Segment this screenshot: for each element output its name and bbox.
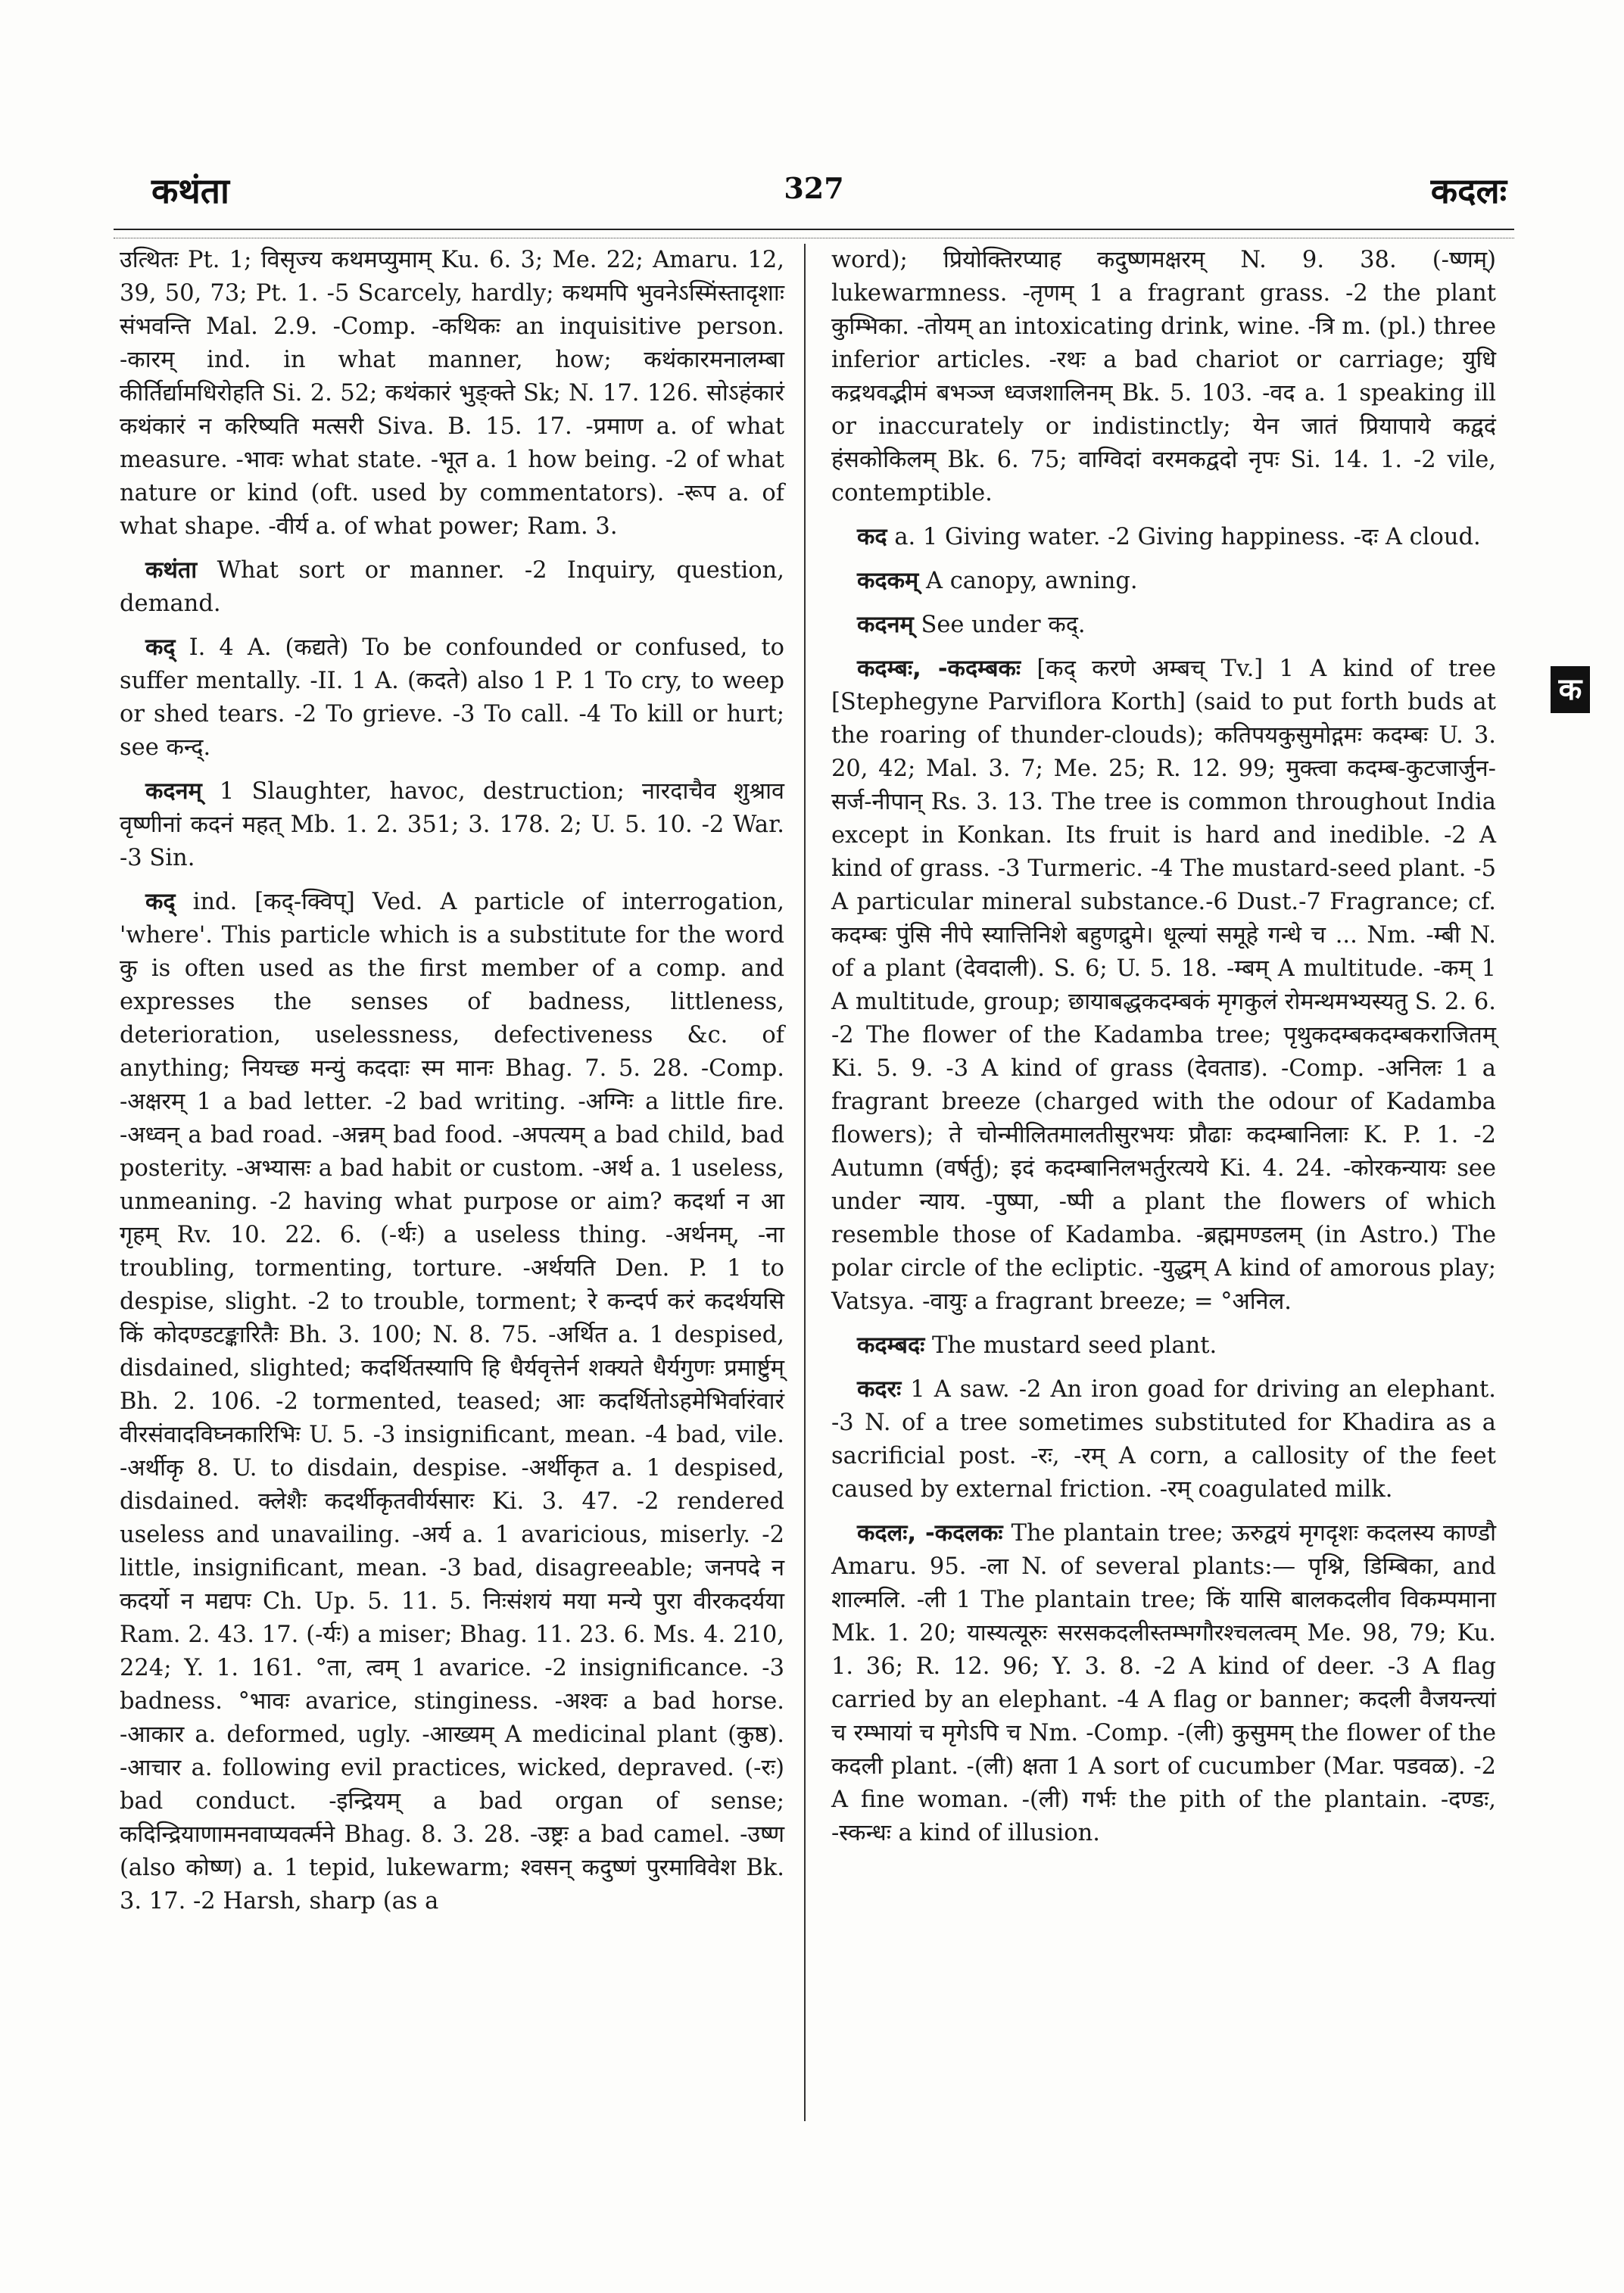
entry-text: See under कद्. bbox=[913, 612, 1086, 638]
thumb-index-tab: क bbox=[1551, 666, 1590, 713]
dictionary-entry bbox=[831, 1517, 1496, 1850]
entry-text: I. 4 A. (कद्यते) To be confounded or confused, to suffer mentally. -II. 1 A. (कदते) also 1 P. 1 To cry, to weep or shed tears. -2 To grieve. -3 To call. -4 To kill or hurt; see कन्द्. bbox=[120, 634, 784, 761]
entry-text: A canopy, awning. bbox=[918, 568, 1138, 594]
entry-text: उत्थितः Pt. 1; विसृज्य कथमप्युमाम् Ku. 6. 3; Me. 22; Amaru. 12, 39, 50, 73; Pt. 1. -5 Scarcely, hardly; कथमपि भुवनेऽस्मिंस्तादृशाः संभवन्ति Mal. 2.9. -Comp. -कथिकः an inquisitive person. -कारम् ind. in what manner, how; कथंकारमनालम्बा कीर्तिर्द्यामधिरोहति Si. 2. 52; कथंकारं भुङ्क्ते Sk; N. 17. 126. सोऽहंकारं कथंकारं न करिष्यति मत्सरी Siva. B. 15. 17. -प्रमाण a. of what measure. -भावः what state. -भूत a. 1 how being. -2 of what nature or kind (oft. used by commentators). -रूप a. of what shape. -वीर्य a. of what power; Ram. 3. bbox=[120, 247, 784, 540]
dictionary-entry bbox=[831, 1373, 1496, 1506]
entry-text: 1 Slaughter, havoc, destruction; नारदाचैव शुश्राव वृष्णीनां कदनं महत् Mb. 1. 2. 351; 3. 178. 2; U. 5. 10. -2 War. -3 Sin. bbox=[120, 778, 784, 871]
dictionary-entry bbox=[831, 244, 1496, 510]
entry-text: 1 A saw. -2 An iron goad for driving an elephant. -3 N. of a tree sometimes substituted for Khadira as a sacrificial post. -रः, -रम् A corn, a callosity of the feet caused by external friction. -रम् coagulated milk. bbox=[831, 1376, 1496, 1503]
right-column bbox=[831, 244, 1496, 1861]
page-number: 327 bbox=[784, 171, 844, 205]
entry-headword: कदम्बः, -कदम्बकः bbox=[857, 656, 1021, 682]
header-rule bbox=[114, 229, 1514, 238]
entry-text: What sort or manner. -2 Inquiry, question, demand. bbox=[120, 557, 784, 617]
page-header bbox=[114, 167, 1514, 235]
entry-text: The mustard seed plant. bbox=[924, 1332, 1217, 1359]
dictionary-entry bbox=[120, 554, 784, 621]
entry-headword: कदलः, -कदलकः bbox=[857, 1520, 1003, 1547]
dictionary-entry bbox=[120, 244, 784, 544]
entry-text: a. 1 Giving water. -2 Giving happiness. -दः A cloud. bbox=[887, 524, 1481, 550]
entry-headword: कद् bbox=[145, 634, 176, 661]
entry-headword: कदनम् bbox=[145, 778, 202, 805]
right-running-headword: कदलः bbox=[1430, 170, 1507, 211]
entry-text: ind. [कद्-क्विप्] Ved. A particle of interrogation, 'where'. This particle which is a substitute for the word कु is often used as the first member of a comp. and expresses the senses of badness, littleness, deterioration, uselessness, defectiveness &c. of anything; नियच्छ मन्युं कददाः स्म मानः Bhag. 7. 5. 28. -Comp. -अक्षरम् 1 a bad letter. -2 bad writing. -अग्निः a little fire. -अध्वन् a bad road. -अन्नम् bad food. -अपत्यम् a bad child, bad posterity. -अभ्यासः a bad habit or custom. -अर्थ a. 1 useless, unmeaning. -2 having what purpose or aim? कदर्था न आ गृहम् Rv. 10. 22. 6. (-र्थः) a useless thing. -अर्थनम्, -ना troubling, tormenting, torture. -अर्थयति Den. P. 1 to despise, slight. -2 to trouble, torment; रे कन्दर्प करं कदर्थयसि किं कोदण्डटङ्कारितैः Bh. 3. 100; N. 8. 75. -अर्थित a. 1 despised, disdained, slighted; कदर्थितस्यापि हि धैर्यवृत्तेर्न शक्यते धैर्यगुणः प्रमार्ष्टुम् Bh. 2. 106. -2 tormented, teased; आः कदर्थितोऽहमेभिर्वारंवारं वीरसंवादविघ्नकारिभिः U. 5. -3 insignificant, mean. -4 bad, vile. -अर्थीकृ 8. U. to disdain, despise. -अर्थीकृत a. 1 despised, disdained. क्लेशैः कदर्थीकृतवीर्यसारः Ki. 3. 47. -2 rendered useless and unavailing. -अर्य a. 1 avaricious, miserly. -2 little, insignificant, mean. -3 bad, disagreeable; जनपदे न कदर्यो न मद्यपः Ch. Up. 5. 11. 5. निःसंशयं मया मन्ये पुरा वीरकदर्यया Ram. 2. 43. 17. (-र्यः) a miser; Bhag. 11. 23. 6. Ms. 4. 210, 224; Y. 1. 161. °ता, त्वम् 1 avarice. -2 insignificance. -3 badness. °भावः avarice, stinginess. -अश्वः a bad horse. -आकार a. deformed, ugly. -आख्यम् A medicinal plant (कुष्ठ). -आचार a. following evil practices, wicked, depraved. (-रः) bad conduct. -इन्द्रियम् a bad organ of sense; कदिन्द्रियाणामनवाप्यवर्त्मने Bhag. 8. 3. 28. -उष्ट्रः a bad camel. -उष्ण (also कोष्ण) a. 1 tepid, lukewarm; श्वसन् कदुष्णं पुरमाविवेश Bk. 3. 17. -2 Harsh, sharp (as a bbox=[120, 889, 784, 1914]
entry-headword: कदम्बदः bbox=[857, 1332, 925, 1359]
dictionary-entry bbox=[831, 609, 1496, 642]
dictionary-entry bbox=[120, 631, 784, 765]
entry-headword: कद् bbox=[145, 889, 176, 915]
entry-text: The plantain tree; ऊरुद्वयं मृगदृशः कदलस्य काण्डौ Amaru. 95. -ला N. of several plants:— पृश्नि, डिम्बिका, and शाल्मलि. -ली 1 The plantain tree; किं यासि बालकदलीव विकम्पमाना Mk. 1. 20; यास्यत्यूरुः सरसकदलीस्तम्भगौरश्चलत्वम् Me. 98, 79; Ku. 1. 36; R. 12. 96; Y. 3. 8. -2 A kind of deer. -3 A flag carried by an elephant. -4 A flag or banner; कदली वैजयन्त्यां च रम्भायां च मृगेऽपि च Nm. -Comp. -(ली) कुसुमम् the flower of the कदली plant. -(ली) क्षता 1 A sort of cucumber (Mar. पडवळ). -2 A fine woman. -(ली) गर्भः the pith of the plantain. -दण्डः, -स्कन्धः a kind of illusion. bbox=[831, 1520, 1496, 1846]
entry-headword: कदकम् bbox=[857, 568, 919, 594]
entry-headword: कदनम् bbox=[857, 612, 914, 638]
dictionary-entry bbox=[120, 775, 784, 875]
entry-headword: कदरः bbox=[857, 1376, 902, 1403]
column-divider bbox=[804, 244, 806, 2121]
dictionary-entry bbox=[831, 653, 1496, 1319]
left-column bbox=[120, 244, 784, 1929]
entry-headword: कथंता bbox=[145, 557, 198, 584]
entry-text: word); प्रियोक्तिरप्याह कदुष्णमक्षरम् N. 9. 38. (-ष्णम्) lukewarmness. -तृणम् 1 a fragrant grass. -2 the plant कुम्भिका. -तोयम् an intoxicating drink, wine. -त्रि m. (pl.) three inferior articles. -रथः a bad chariot or carriage; युधि कद्रथवद्भीमं बभञ्ज ध्वजशालिनम् Bk. 5. 103. -वद a. 1 speaking ill or inaccurately or indistinctly; येन जातं प्रियापाये कद्वदं हंसकोकिलम् Bk. 6. 75; वाग्विदां वरमकद्वदो नृपः Si. 14. 1. -2 vile, contemptible. bbox=[831, 247, 1496, 506]
dictionary-entry bbox=[831, 521, 1496, 554]
dictionary-entry bbox=[831, 1329, 1496, 1363]
left-running-headword: कथंता bbox=[151, 170, 229, 211]
dictionary-entry bbox=[120, 886, 784, 1918]
entry-headword: कद bbox=[857, 524, 887, 550]
dictionary-entry bbox=[831, 565, 1496, 598]
entry-text: [कद् करणे अम्बच् Tv.] 1 A kind of tree [Stephegyne Parviflora Korth] (said to put forth buds at the roaring of thunder-clouds); कतिपयकुसुमोद्गमः कदम्बः U. 3. 20, 42; Mal. 3. 7; Me. 25; R. 12. 99; मुक्त्वा कदम्ब-कुटजार्जुन-सर्ज-नीपान् Rs. 3. 13. The tree is common throughout India except in Konkan. Its fruit is hard and inedible. -2 A kind of grass. -3 Turmeric. -4 The mustard-seed plant. -5 A particular mineral substance.-6 Dust.-7 Fragrance; cf. कदम्बः पुंसि नीपे स्यात्तिनिशे बहुणद्रुमे। धूल्यां समूहे गन्धे च ... Nm. -म्बी N. of a plant (देवदाली). S. 6; U. 5. 18. -म्बम् A multitude. -कम् 1 A multitude, group; छायाबद्धकदम्बकं मृगकुलं रोमन्थमभ्यस्यतु S. 2. 6. -2 The flower of the Kadamba tree; पृथुकदम्बकदम्बकराजितम् Ki. 5. 9. -3 A kind of grass (देवताड). -Comp. -अनिलः 1 a fragrant breeze (charged with the odour of Kadamba flowers); ते चोन्मीलितमालतीसुरभयः प्रौढाः कदम्बानिलाः K. P. 1. -2 Autumn (वर्षर्तु); इदं कदम्बानिलभर्तुरत्यये Ki. 4. 24. -कोरकन्यायः see under न्याय. -पुष्पा, -ष्पी a plant the flowers of which resemble those of Kadamba. -ब्रह्ममण्डलम् (in Astro.) The polar circle of the ecliptic. -युद्धम् A kind of amorous play; Vatsya. -वायुः a fragrant breeze; = °अनिल. bbox=[831, 656, 1496, 1315]
